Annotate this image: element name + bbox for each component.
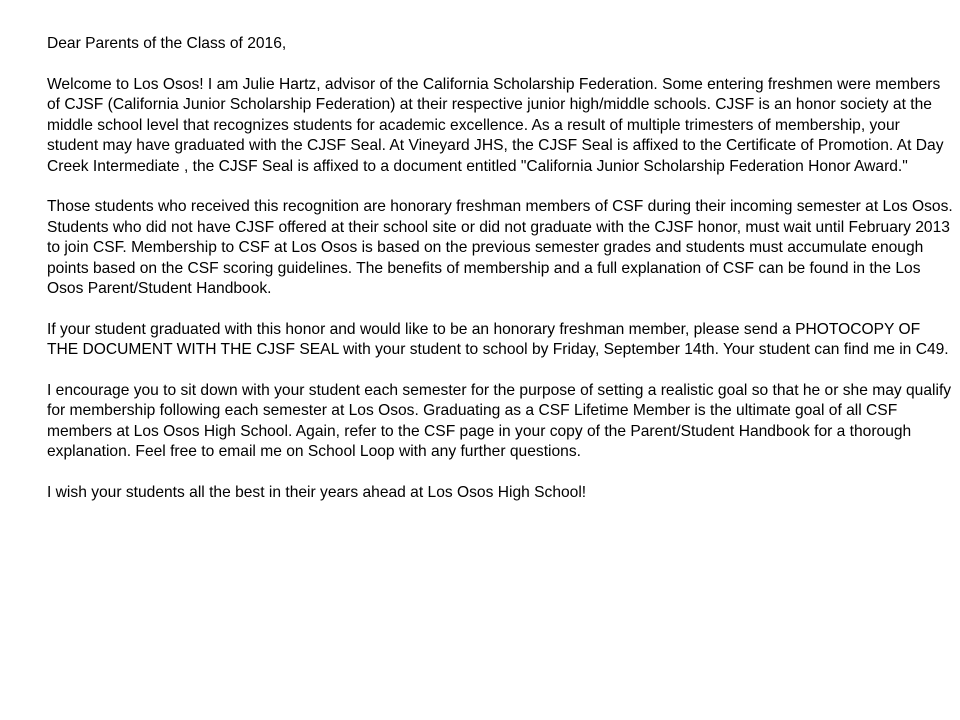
letter-salutation: Dear Parents of the Class of 2016,	[47, 35, 287, 52]
paragraph-photocopy-request: If your student graduated with this honor and would like to be an honorary freshman member, please send a PHOTOCOPY OF THE DOCUMENT WITH THE CJSF SEAL with your student to school by Friday, September 14th. Your student can find me in C49.	[47, 320, 949, 358]
paragraph-closing: I wish your students all the best in their years ahead at Los Osos High School!	[47, 483, 587, 501]
paragraph-welcome: Welcome to Los Osos! I am Julie Hartz, advisor of the California Scholarship Federation. Some entering freshmen were members of CJSF (California Junior Scholarship Federation) at their respective junior high/middle schools. CJSF is an honor society at the middle school level that recognizes students for academic excellence. As a result of multiple trimesters of membership, your student may have graduated with the CJSF Seal. At Vineyard JHS, the CJSF Seal is affixed to the Certificate of Promotion. At Day Creek Intermediate , the CJSF Seal is affixed to a document entitled "California Junior Scholarship Federation Honor Award."	[47, 75, 944, 175]
paragraph-encouragement: I encourage you to sit down with your student each semester for the purpose of setting a realistic goal so that he or she may qualify for membership following each semester at Los Osos. Graduating as a CSF Lifetime Member is the ultimate goal of all CSF members at Los Osos High School. Again, refer to the CSF page in your copy of the Parent/Student Handbook for a thorough explanation. Feel free to email me on School Loop with any further questions.	[47, 381, 952, 460]
paragraph-honorary-members: Those students who received this recognition are honorary freshman members of CSF during their incoming semester at Los Osos. Students who did not have CJSF offered at their school site or did not graduate with the CJSF honor, must wait until February 2013 to join CSF. Membership to CSF at Los Osos is based on the previous semester grades and students must accumulate enough points based on the CSF scoring guidelines. The benefits of membership and a full explanation of CSF can be found in the Los Osos Parent/Student Handbook.	[47, 198, 953, 297]
letter-body	[47, 34, 953, 523]
